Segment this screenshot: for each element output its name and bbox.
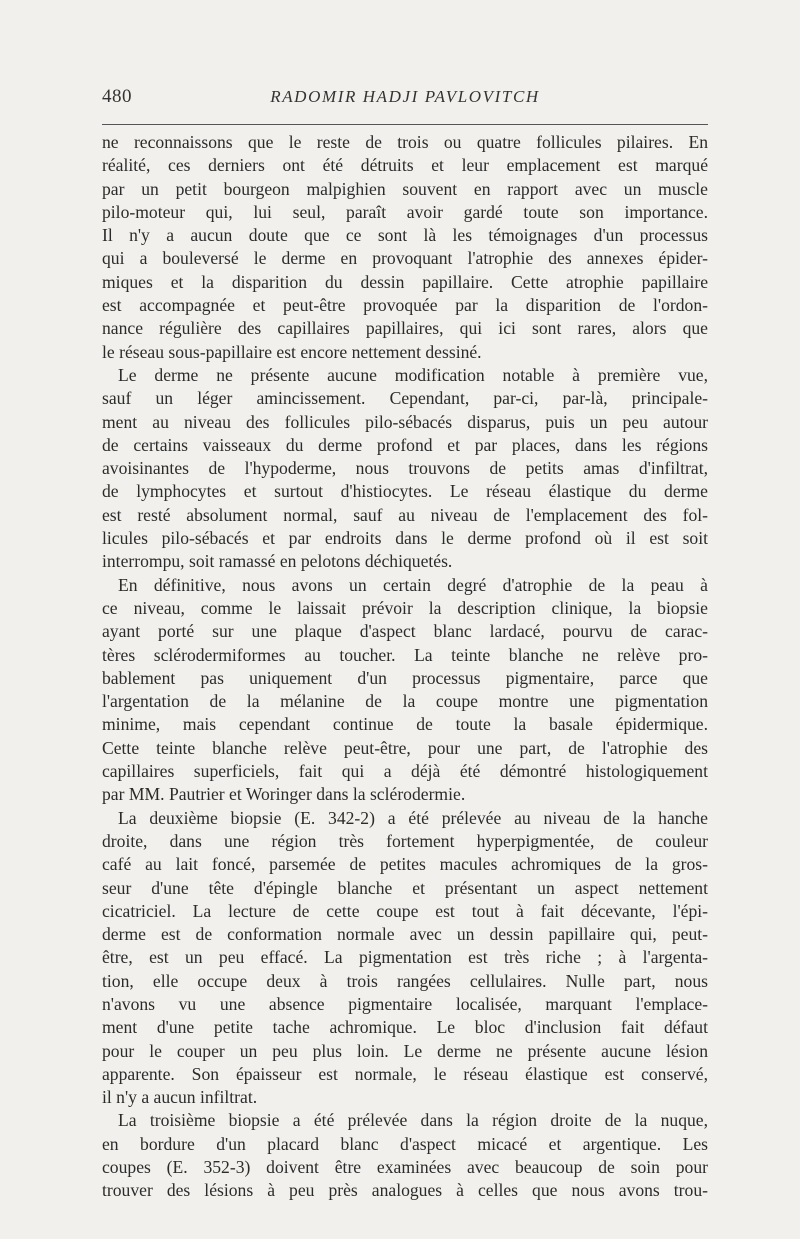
body-text [102, 131, 708, 1203]
text-line: ne reconnaissons que le reste de trois ou quatre follicules pilaires. En [102, 132, 708, 152]
text-line: derme est de conformation normale avec un dessin papillaire qui, peut- [102, 924, 708, 945]
page-number: 480 [102, 86, 132, 107]
text-line: il n'y a aucun infiltrat. [102, 1087, 258, 1108]
text-line: bablement pas uniquement d'un processus pigmentaire, parce que [102, 667, 708, 688]
text-line: seur d'une tête d'épingle blanche et présentant un aspect nettement [102, 877, 708, 898]
text-line: licules pilo-sébacés et par endroits dans le derme profond où il est soit [102, 528, 708, 549]
text-line: réalité, ces derniers ont été détruits et leur emplacement est marqué [102, 155, 708, 176]
text-line: en bordure d'un placard blanc d'aspect micacé et argentique. Les [102, 1133, 708, 1154]
text-line: ayant porté sur une plaque d'aspect blanc lardacé, pourvu de carac- [102, 621, 708, 642]
running-head: RADOMIR HADJI PAVLOVITCH [270, 87, 540, 106]
text-line: minime, mais cependant continue de toute la basale épidermique. [102, 714, 708, 735]
text-line: cicatriciel. La lecture de cette coupe est tout à fait décevante, l'épi- [102, 900, 708, 921]
text-line: est accompagnée et peut-être provoquée par la disparition de l'ordon- [102, 295, 708, 316]
text-line: ment d'une petite tache achromique. Le bloc d'inclusion fait défaut [102, 1017, 708, 1038]
text-line: est resté absolument normal, sauf au niveau de l'emplacement des fol- [102, 504, 708, 525]
text-line: tion, elle occupe deux à trois rangées cellulaires. Nulle part, nous [102, 970, 708, 991]
text-line: La troisième biopsie a été prélevée dans la région droite de la nuque, [118, 1110, 708, 1131]
text-line: capillaires superficiels, fait qui a déjà été démontré histologiquement [102, 761, 708, 782]
text-line: apparente. Son épaisseur est normale, le réseau élastique est conservé, [102, 1063, 708, 1084]
text-line: miques et la disparition du dessin papillaire. Cette atrophie papillaire [102, 271, 708, 292]
text-line: coupes (E. 352-3) doivent être examinées avec beaucoup de soin pour [102, 1157, 708, 1178]
text-line: pilo-moteur qui, lui seul, paraît avoir gardé toute son importance. [102, 201, 708, 222]
text-line: La deuxième biopsie (E. 342-2) a été prélevée au niveau de la hanche [118, 807, 708, 828]
text-line: Cette teinte blanche relève peut-être, pour une part, de l'atrophie des [102, 737, 708, 758]
text-line: nance régulière des capillaires papillaires, qui ici sont rares, alors que [102, 318, 708, 339]
text-line: En définitive, nous avons un certain degré d'atrophie de la peau à [118, 574, 708, 595]
text-line: par un petit bourgeon malpighien souvent en rapport avec un muscle [102, 178, 708, 199]
text-line: qui a bouleversé le derme en provoquant l'atrophie des annexes épider- [102, 248, 708, 269]
text-line: droite, dans une région très fortement hyperpigmentée, de couleur [102, 830, 708, 851]
text-line: Il n'y a aucun doute que ce sont là les témoignages d'un processus [102, 225, 708, 246]
text-line: être, est un peu effacé. La pigmentation est très riche ; à l'argenta- [102, 947, 708, 968]
text-line: sauf un léger amincissement. Cependant, par-ci, par-là, principale- [102, 388, 708, 409]
text-line: par MM. Pautrier et Woringer dans la sclérodermie. [102, 784, 466, 805]
text-line: ce niveau, comme le laissait prévoir la description clinique, la biopsie [102, 597, 708, 618]
text-line: ment au niveau des follicules pilo-sébacés disparus, puis un peu autour [102, 411, 708, 432]
text-line: trouver des lésions à peu près analogues à celles que nous avons trou- [102, 1180, 708, 1201]
text-line: interrompu, soit ramassé en pelotons déchiquetés. [102, 551, 453, 572]
page-header [102, 86, 708, 116]
text-line: l'argentation de la mélanine de la coupe montre une pigmentation [102, 691, 708, 712]
text-line: de certains vaisseaux du derme profond et par places, dans les régions [102, 434, 708, 455]
text-line: avoisinantes de l'hypoderme, nous trouvons de petits amas d'infiltrat, [102, 458, 708, 479]
text-line: de lymphocytes et surtout d'histiocytes. Le réseau élastique du derme [102, 481, 708, 502]
text-line: café au lait foncé, parsemée de petites macules achromiques de la gros- [102, 854, 708, 875]
text-line: tères sclérodermiformes au toucher. La teinte blanche ne relève pro- [102, 644, 708, 665]
text-line: n'avons vu une absence pigmentaire localisée, marquant l'emplace- [102, 993, 708, 1014]
text-line: le réseau sous-papillaire est encore nettement dessiné. [102, 341, 482, 362]
text-line: Le derme ne présente aucune modification notable à première vue, [118, 364, 708, 385]
text-line: pour le couper un peu plus loin. Le derme ne présente aucune lésion [102, 1040, 708, 1061]
header-rule [102, 124, 708, 125]
